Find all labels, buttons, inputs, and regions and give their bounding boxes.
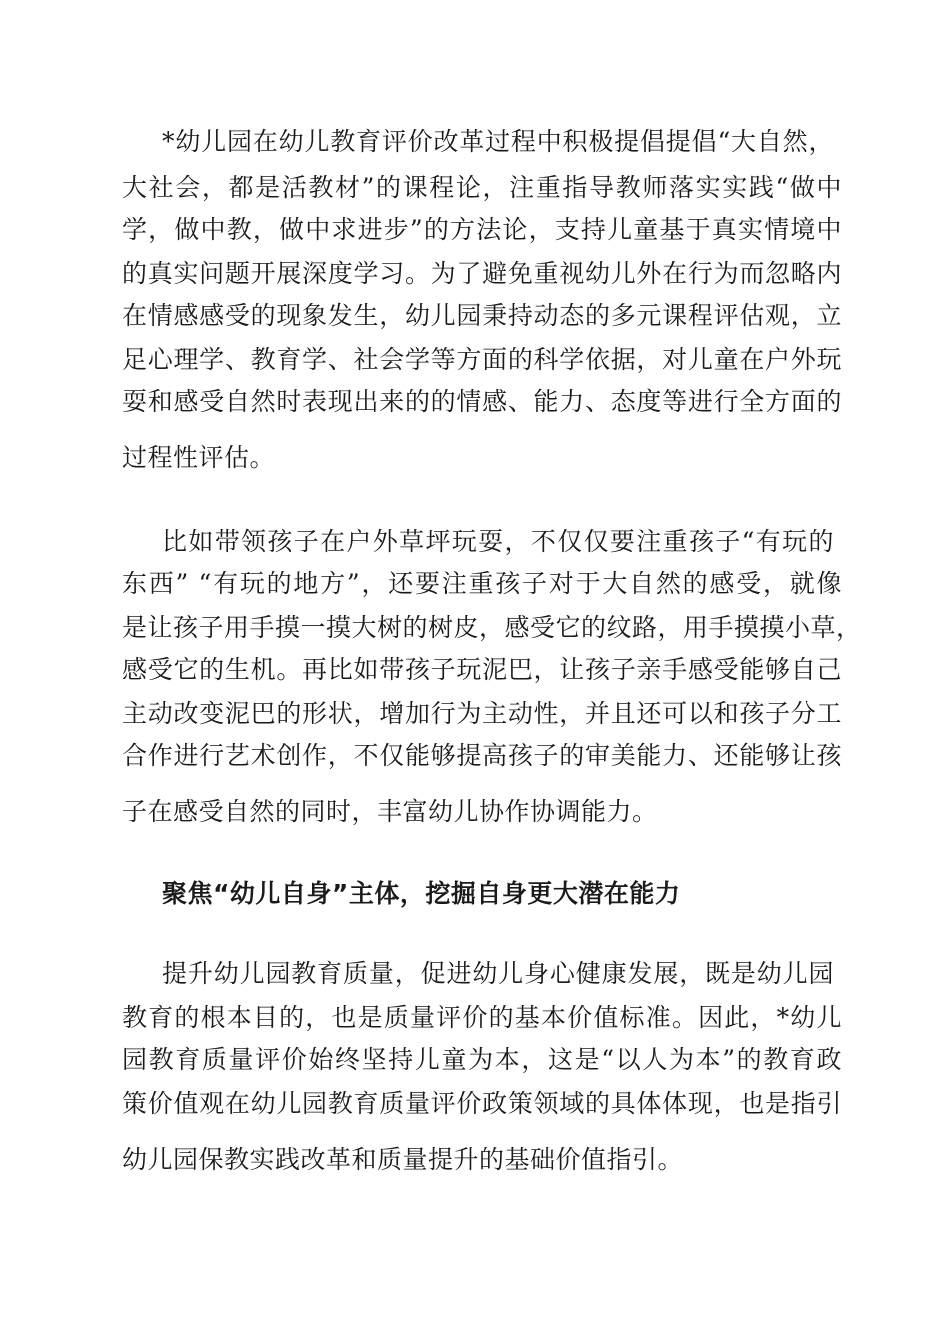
paragraph-line: 幼儿园保教实践改革和质量提升的基础价值指引。 xyxy=(122,1145,684,1174)
paragraph-line: 策价值观在幼儿园教育质量评价政策领域的具体体现，也是指引 xyxy=(122,1089,842,1118)
paragraph-line: 学，做中教，做中求进步”的方法论，支持儿童基于真实情境中 xyxy=(122,215,842,244)
paragraph-line: 比如带领孩子在户外草坪玩耍，不仅仅要注重孩子“有玩的 xyxy=(162,527,834,556)
paragraph-line: 子在感受自然的同时，丰富幼儿协作协调能力。 xyxy=(122,797,658,826)
paragraph-line: 耍和感受自然时表现出来的的情感、能力、态度等进行全方面的 xyxy=(122,387,842,416)
paragraph-line: 在情感感受的现象发生，幼儿园秉持动态的多元课程评估观，立 xyxy=(122,301,842,330)
paragraph-line: *幼儿园在幼儿教育评价改革过程中积极提倡提倡“大自然， xyxy=(162,127,834,156)
paragraph-line: 过程性评估。 xyxy=(122,443,276,472)
paragraph-line: 大社会，都是活教材”的课程论，注重指导教师落实实践“做中 xyxy=(122,173,842,202)
paragraph-line: 合作进行艺术创作，不仅能够提高孩子的审美能力、还能够让孩 xyxy=(122,741,842,770)
paragraph-line: 感受它的生机。再比如带孩子玩泥巴，让孩子亲手感受能够自己 xyxy=(122,655,842,684)
paragraph-line: 足心理学、教育学、社会学等方面的科学依据，对儿童在户外玩 xyxy=(122,345,842,374)
paragraph-line: 的真实问题开展深度学习。为了避免重视幼儿外在行为而忽略内 xyxy=(122,259,842,288)
paragraph-line: 主动改变泥巴的形状，增加行为主动性，并且还可以和孩子分工 xyxy=(122,699,842,728)
paragraph-line: 东西” “有玩的地方”，还要注重孩子对于大自然的感受，就像 xyxy=(122,569,842,598)
paragraph-line: 提升幼儿园教育质量，促进幼儿身心健康发展，既是幼儿园 xyxy=(162,959,834,988)
section-heading: 聚焦“幼儿自身”主体，挖掘自身更大潜在能力 xyxy=(162,879,681,908)
paragraph-line: 教育的根本目的，也是质量评价的基本价值标准。因此，*幼儿 xyxy=(122,1003,842,1032)
paragraph-line: 园教育质量评价始终坚持儿童为本，这是“以人为本”的教育政 xyxy=(122,1045,842,1074)
paragraph-line: 是让孩子用手摸一摸大树的树皮，感受它的纹路，用手摸摸小草， xyxy=(122,613,862,642)
